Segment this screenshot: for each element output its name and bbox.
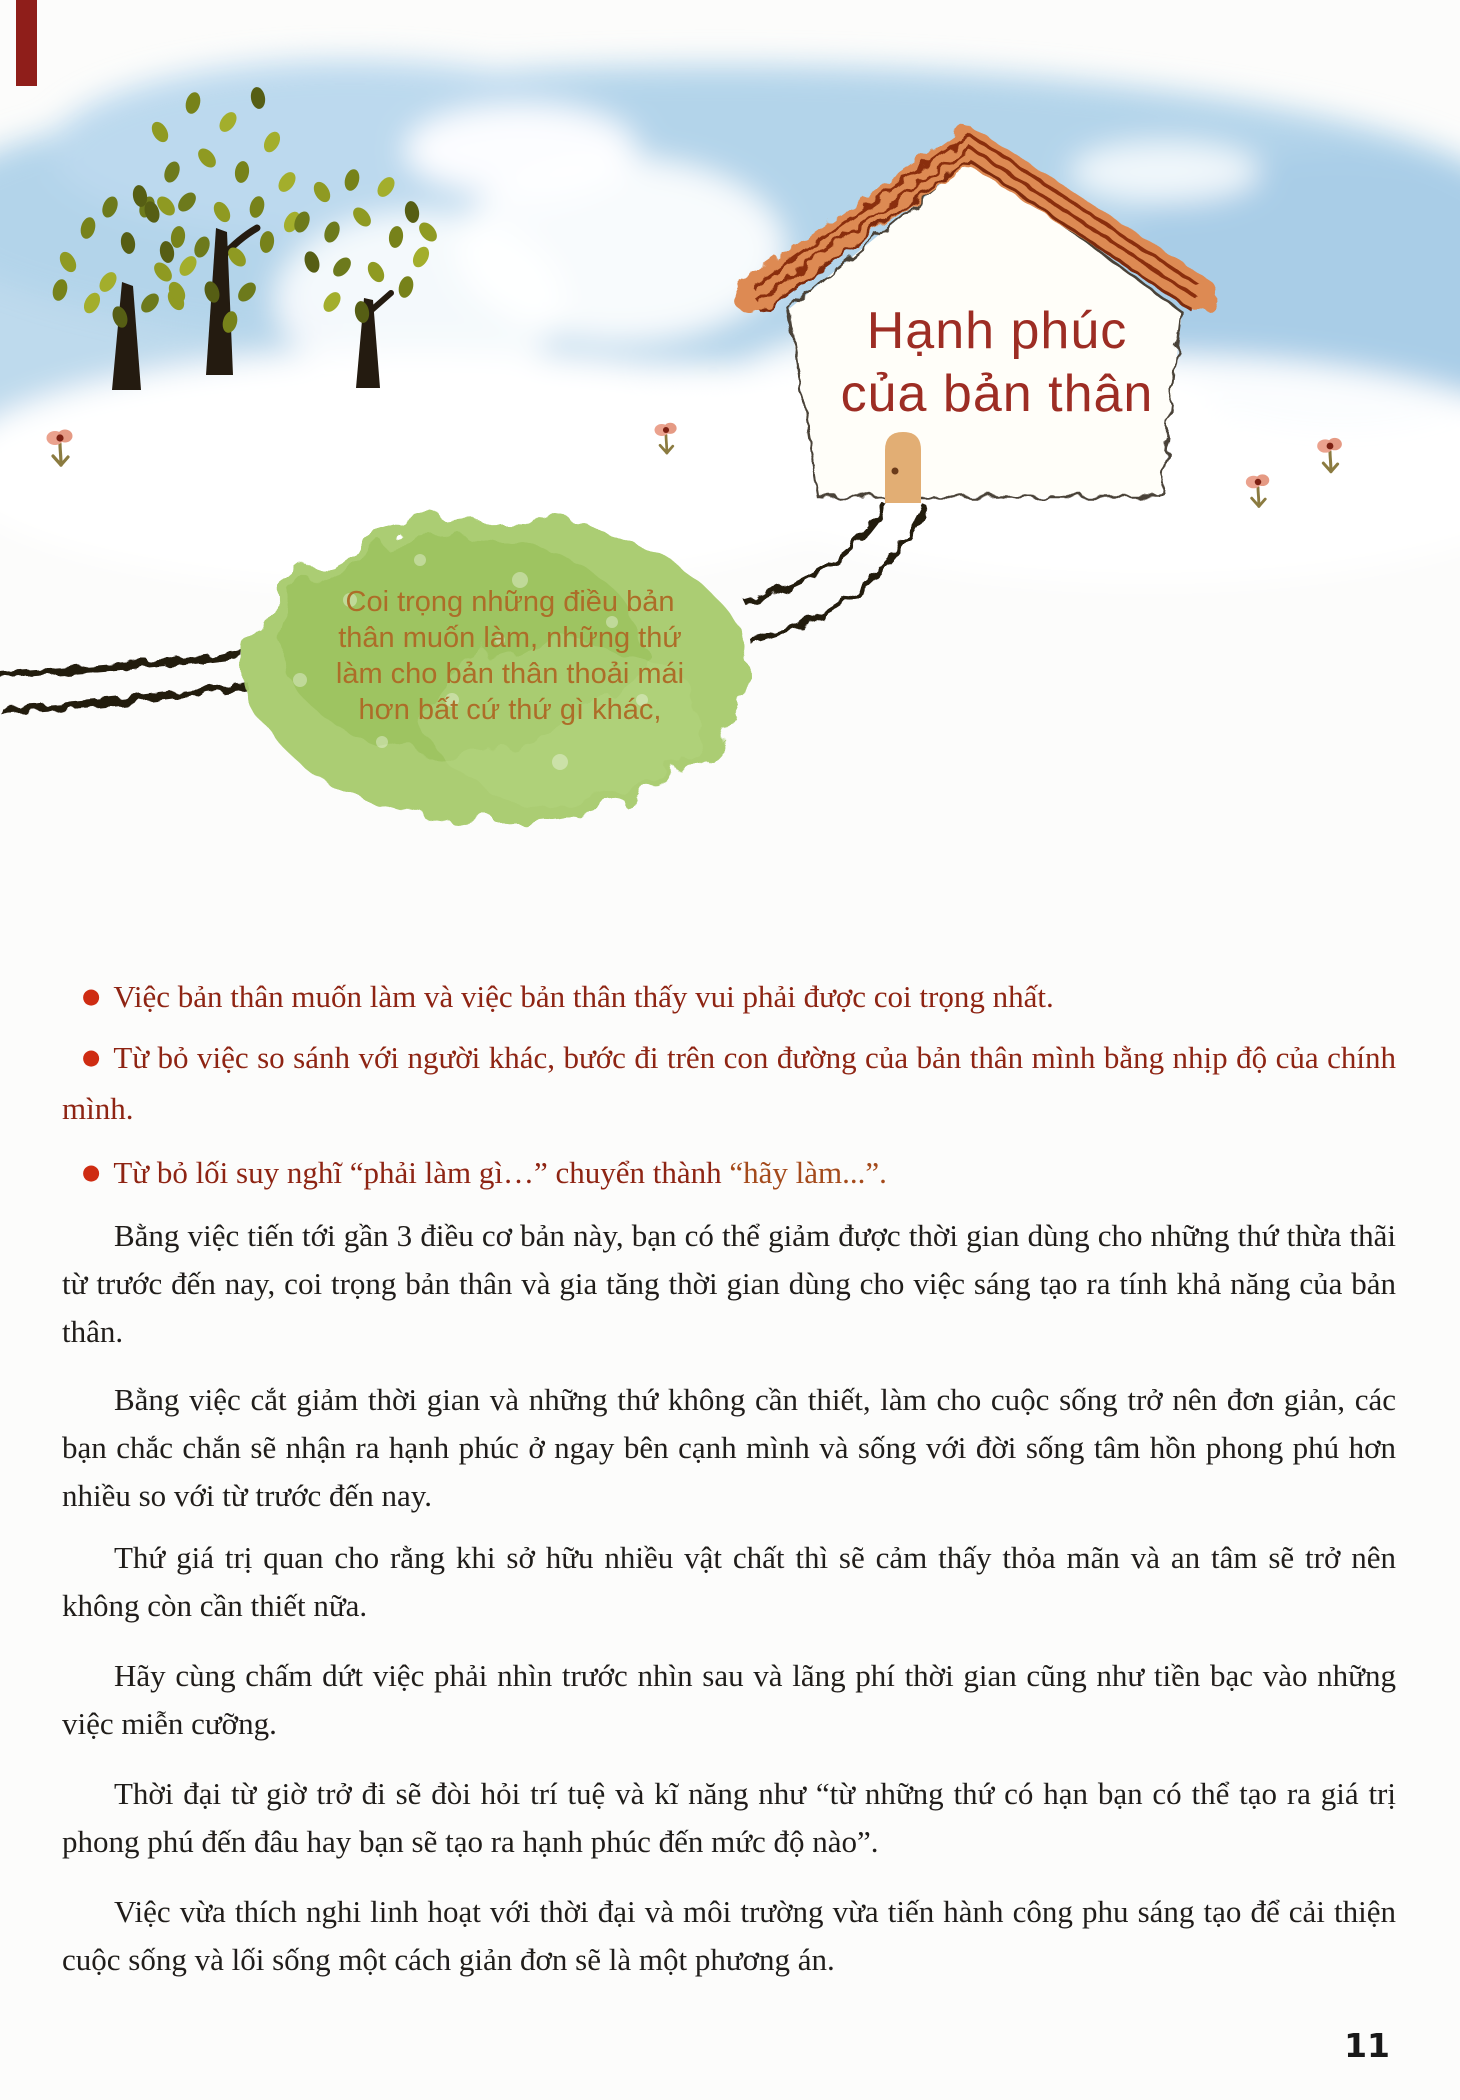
meadow-caption [290, 584, 730, 728]
bullet-text: Từ bỏ việc so sánh với người khác, bước đi trên con đường của bản thân mình bằng nhịp độ của chính mình. [62, 1040, 1396, 1126]
body-text [62, 973, 1396, 1984]
bullet-item [62, 1149, 1396, 1200]
meadow-caption-line: hơn bất cứ thứ gì khác, [358, 694, 662, 726]
chapter-title [797, 300, 1197, 426]
meadow-caption-line: làm cho bản thân thoải mái [335, 658, 685, 690]
chapter-title-line1: Hạnh phúc [866, 302, 1128, 360]
meadow-caption-line: Coi trọng những điều bản [345, 586, 675, 618]
header-illustration [0, 0, 1460, 880]
bullet-text: Việc bản thân muốn làm và việc bản thân thấy vui phải được coi trọng nhất. [113, 979, 1054, 1014]
meadow-caption-line: thân muốn làm, những thứ [338, 622, 682, 654]
bullet-dot-icon: ● [82, 1160, 101, 1184]
chapter-title-line2: của bản thân [840, 365, 1154, 423]
body-paragraph: Hãy cùng chấm dứt việc phải nhìn trước nhìn sau và lãng phí thời gian cũng như tiền bạc vào những việc miễn cưỡng. [62, 1658, 1396, 1741]
bullet-item [62, 1034, 1396, 1133]
bullet-dot-icon: ● [82, 984, 101, 1008]
body-paragraph: Bằng việc cắt giảm thời gian và những thứ không cần thiết, làm cho cuộc sống trở nên đơn giản, các bạn chắc chắn sẽ nhận ra hạnh phúc ở ngay bên cạnh mình và sống với đời sống tâm hồn phong phú hơn nhiều so với từ trước đến nay. [62, 1382, 1396, 1513]
bullet-dot-icon: ● [82, 1045, 101, 1069]
bullet-text-highlight: “hãy làm...”. [729, 1155, 887, 1190]
body-paragraph: Thứ giá trị quan cho rằng khi sở hữu nhiều vật chất thì sẽ cảm thấy thỏa mãn và an tâm sẽ trở nên không còn cần thiết nữa. [62, 1540, 1396, 1623]
page-number: 11 [1344, 2026, 1390, 2065]
body-paragraph: Thời đại từ giờ trở đi sẽ đòi hỏi trí tuệ và kĩ năng như “từ những thứ có hạn bạn có thể tạo ra giá trị phong phú đến đâu hay bạn sẽ tạo ra hạnh phúc đến mức độ nào”. [62, 1776, 1396, 1859]
door [885, 432, 921, 503]
body-paragraph: Bằng việc tiến tới gần 3 điều cơ bản này, bạn có thể giảm được thời gian dùng cho những thứ thừa thãi từ trước đến nay, coi trọng bản thân và gia tăng thời gian dùng cho việc sáng tạo ra tính khả năng của bản thân. [62, 1218, 1396, 1349]
body-paragraph: Việc vừa thích nghi linh hoạt với thời đại và môi trường vừa tiến hành công phu sáng tạo để cải thiện cuộc sống và lối sống một cách giản đơn sẽ là một phương án. [62, 1894, 1396, 1977]
bullet-item [62, 973, 1396, 1024]
bullet-text: Từ bỏ lối suy nghĩ “phải làm gì…” chuyển thành [113, 1155, 730, 1190]
